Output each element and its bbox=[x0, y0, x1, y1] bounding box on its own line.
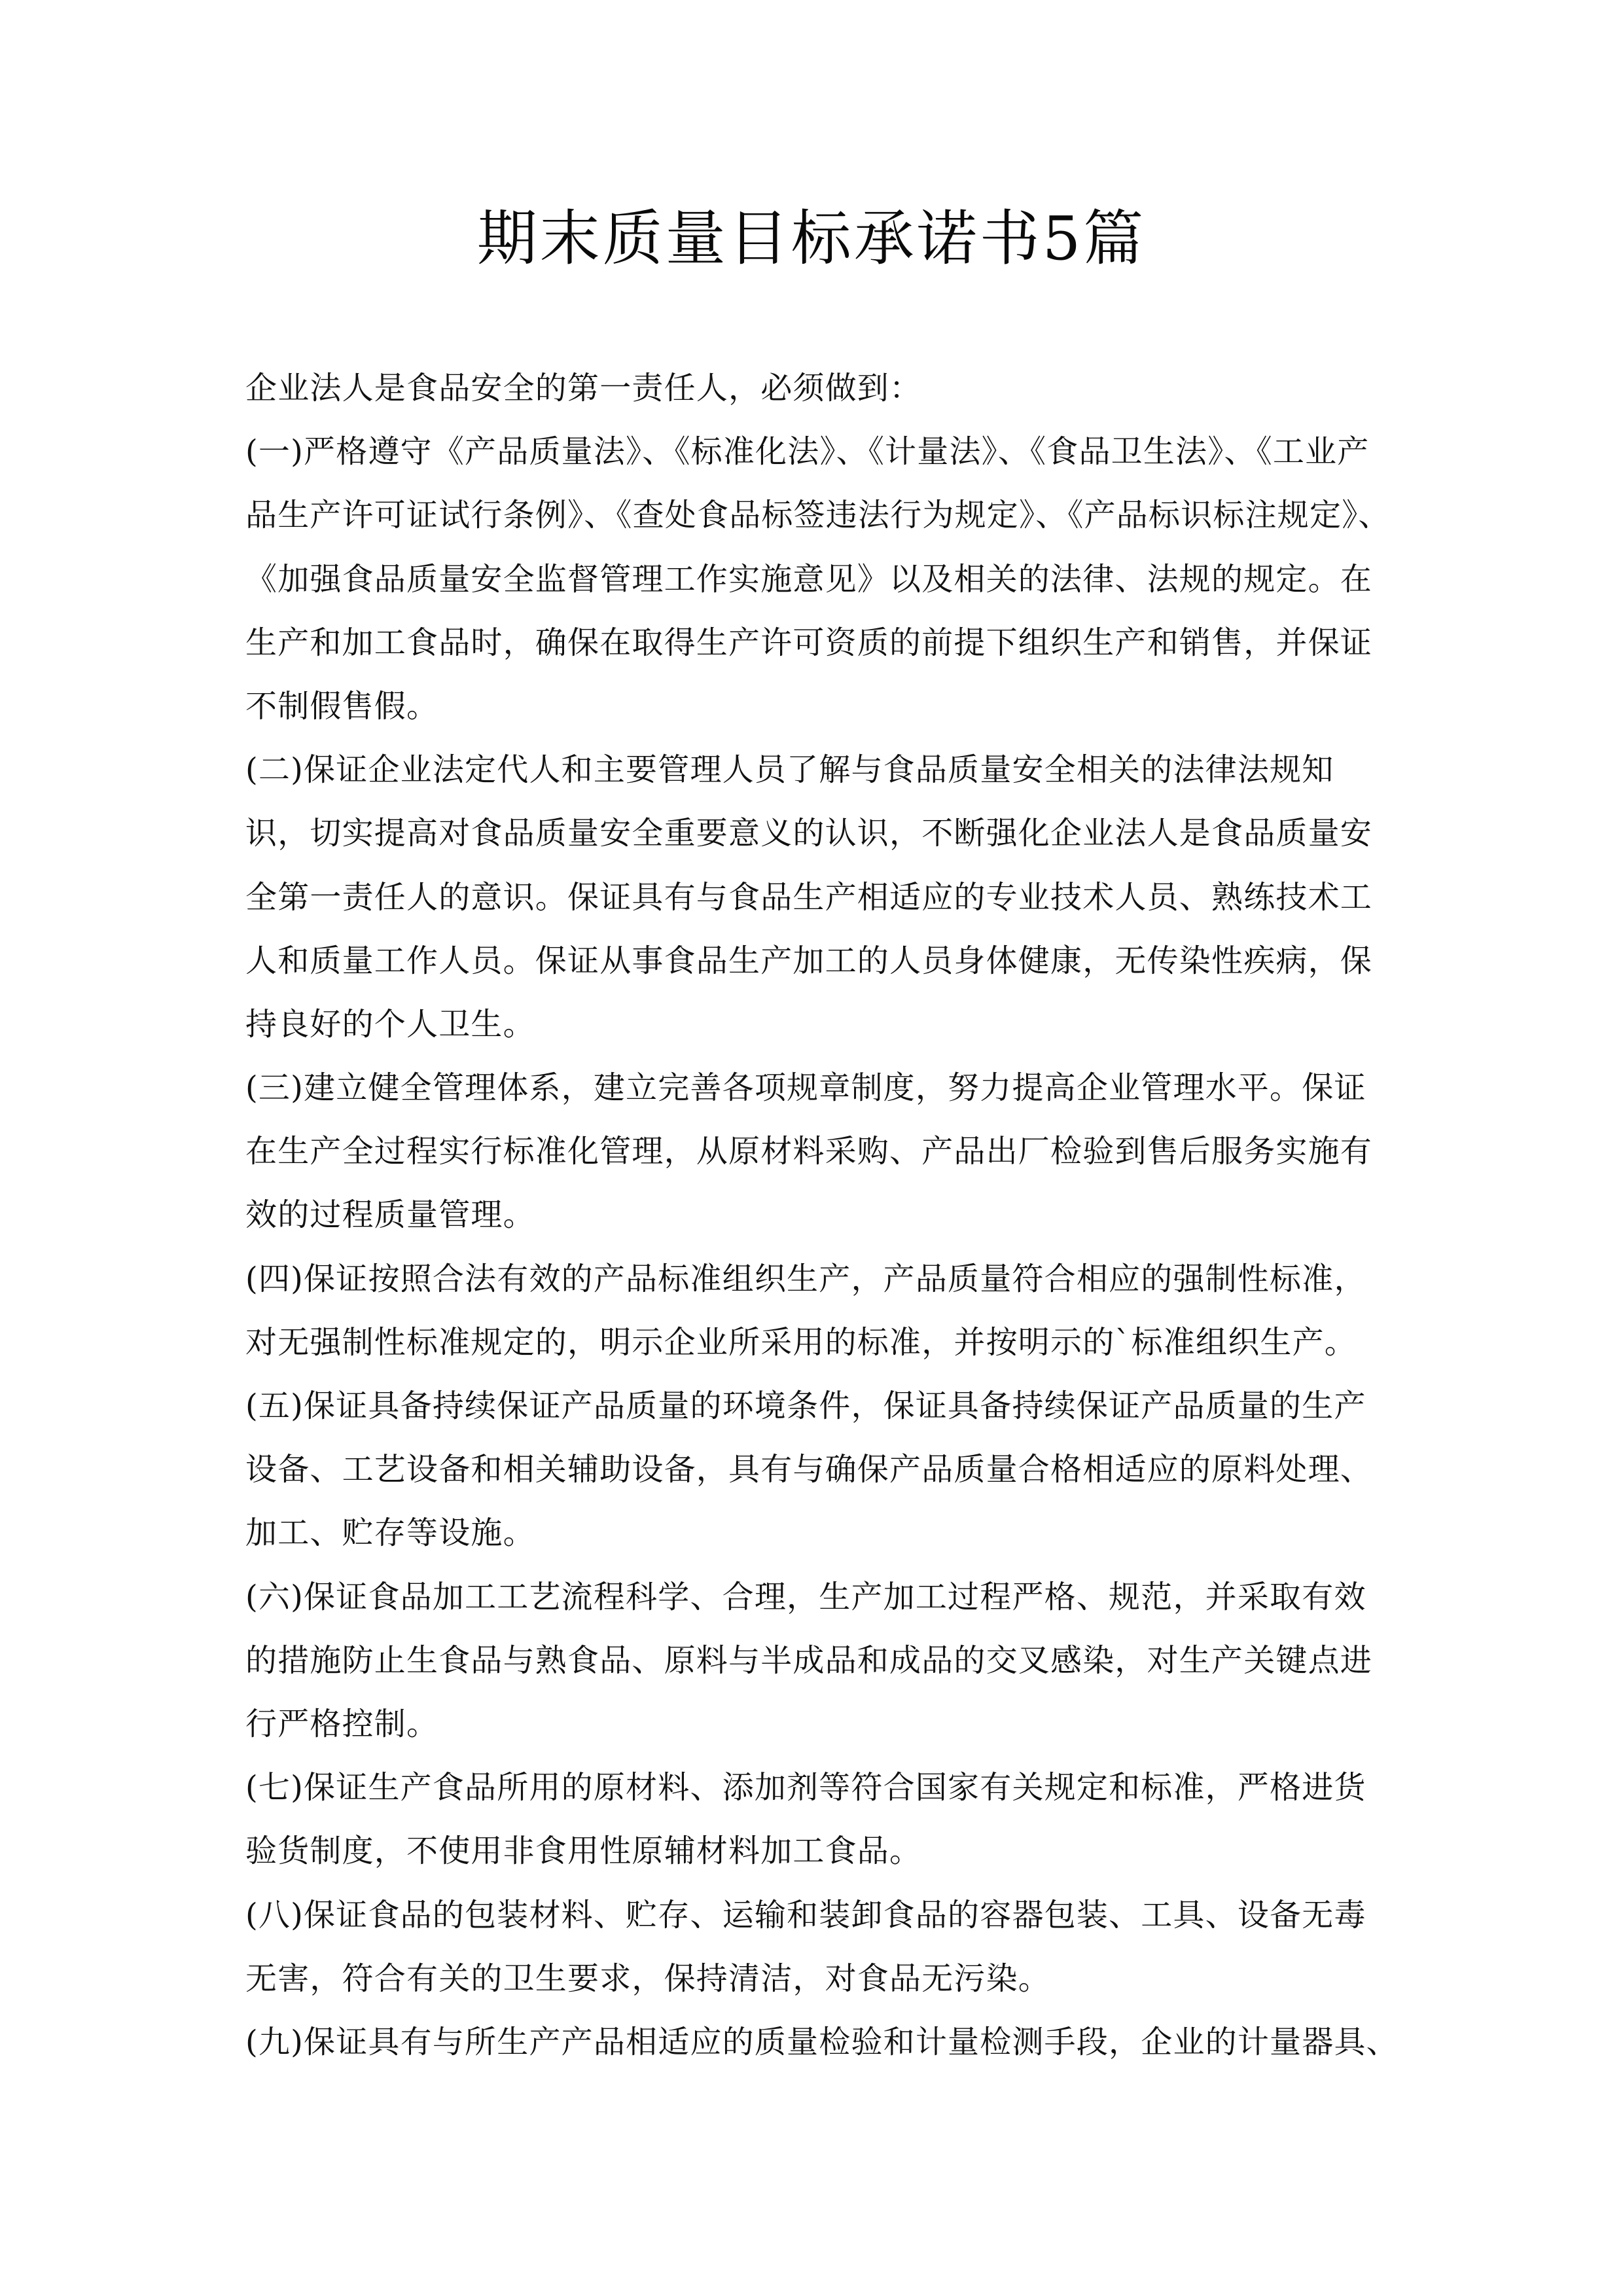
text-line: (二)保证企业法定代人和主要管理人员了解与食品质量安全相关的法律法规知 bbox=[245, 751, 1334, 789]
paragraph-item-3 bbox=[245, 1056, 1436, 1247]
paragraph-item-9 bbox=[245, 2011, 1436, 2074]
text-line: 加工、贮存等设施。 bbox=[245, 1515, 535, 1552]
text-line: 在生产全过程实行标准化管理，从原材料采购、产品出厂检验到售后服务实施有 bbox=[245, 1133, 1373, 1170]
text-line: 效的过程质量管理。 bbox=[245, 1196, 535, 1234]
text-line: 设备、工艺设备和相关辅助设备，具有与确保产品质量合格相适应的原料处理、 bbox=[245, 1451, 1373, 1488]
text-line: 《加强食品质量安全监督管理工作实施意见》以及相关的法律、法规的规定。在 bbox=[245, 560, 1373, 598]
text-line: 企业法人是食品安全的第一责任人，必须做到： bbox=[245, 370, 922, 406]
document-title: 期末质量目标承诺书5篇 bbox=[476, 204, 1147, 274]
text-line: (四)保证按照合法有效的产品标准组织生产，产品质量符合相应的强制性标准， bbox=[245, 1260, 1366, 1297]
text-line: 不制假售假。 bbox=[245, 687, 439, 725]
text-line: 生产和加工食品时，确保在取得生产许可资质的前提下组织生产和销售，并保证 bbox=[245, 624, 1373, 661]
text-line: (八)保证食品的包装材料、贮存、运输和装卸食品的容器包装、工具、设备无毒 bbox=[245, 1896, 1366, 1933]
text-line: 无害，符合有关的卫生要求，保持清洁，对食品无污染。 bbox=[245, 1960, 1051, 1997]
text-line: (一)严格遵守《产品质量法》、《标准化法》、《计量法》、《食品卫生法》、《工业产 bbox=[245, 433, 1370, 471]
paragraph-item-2 bbox=[245, 738, 1436, 1056]
paragraph-item-7 bbox=[245, 1756, 1436, 1883]
document-body bbox=[245, 357, 1436, 2074]
text-line: 识，切实提高对食品质量安全重要意义的认识，不断强化企业法人是食品质量安 bbox=[245, 815, 1373, 852]
text-line: (九)保证具有与所生产产品相适应的质量检验和计量检测手段，企业的计量器具、 bbox=[245, 2023, 1399, 2060]
text-line: 的措施防止生食品与熟食品、原料与半成品和成品的交叉感染，对生产关键点进 bbox=[245, 1641, 1373, 1679]
paragraph-item-4 bbox=[245, 1247, 1436, 1374]
text-line: (六)保证食品加工工艺流程科学、合理，生产加工过程严格、规范，并采取有效 bbox=[245, 1578, 1366, 1615]
text-line: (三)建立健全管理体系，建立完善各项规章制度，努力提高企业管理水平。保证 bbox=[245, 1069, 1366, 1107]
text-line: 持良好的个人卫生。 bbox=[245, 1005, 535, 1043]
paragraph-intro bbox=[245, 357, 1436, 420]
text-line: (五)保证具备持续保证产品质量的环境条件，保证具备持续保证产品质量的生产 bbox=[245, 1388, 1366, 1424]
text-line: 行严格控制。 bbox=[245, 1705, 439, 1742]
text-line: 人和质量工作人员。保证从事食品生产加工的人员身体健康，无传染性疾病，保 bbox=[245, 942, 1373, 979]
text-line: (七)保证生产食品所用的原材料、添加剂等符合国家有关规定和标准，严格进货 bbox=[245, 1769, 1366, 1806]
paragraph-item-5 bbox=[245, 1374, 1436, 1566]
text-line: 验货制度，不使用非食用性原辅材料加工食品。 bbox=[245, 1833, 922, 1870]
text-line: 品生产许可证试行条例》、《查处食品标签违法行为规定》、《产品标识标注规定》、 bbox=[245, 497, 1391, 534]
text-line: 对无强制性标准规定的，明示企业所采用的标准，并按明示的`标准组织生产。 bbox=[245, 1323, 1357, 1361]
text-line: 全第一责任人的意识。保证具有与食品生产相适应的专业技术人员、熟练技术工 bbox=[245, 878, 1373, 916]
paragraph-item-1 bbox=[245, 420, 1436, 738]
paragraph-item-8 bbox=[245, 1884, 1436, 2011]
paragraph-item-6 bbox=[245, 1566, 1436, 1757]
